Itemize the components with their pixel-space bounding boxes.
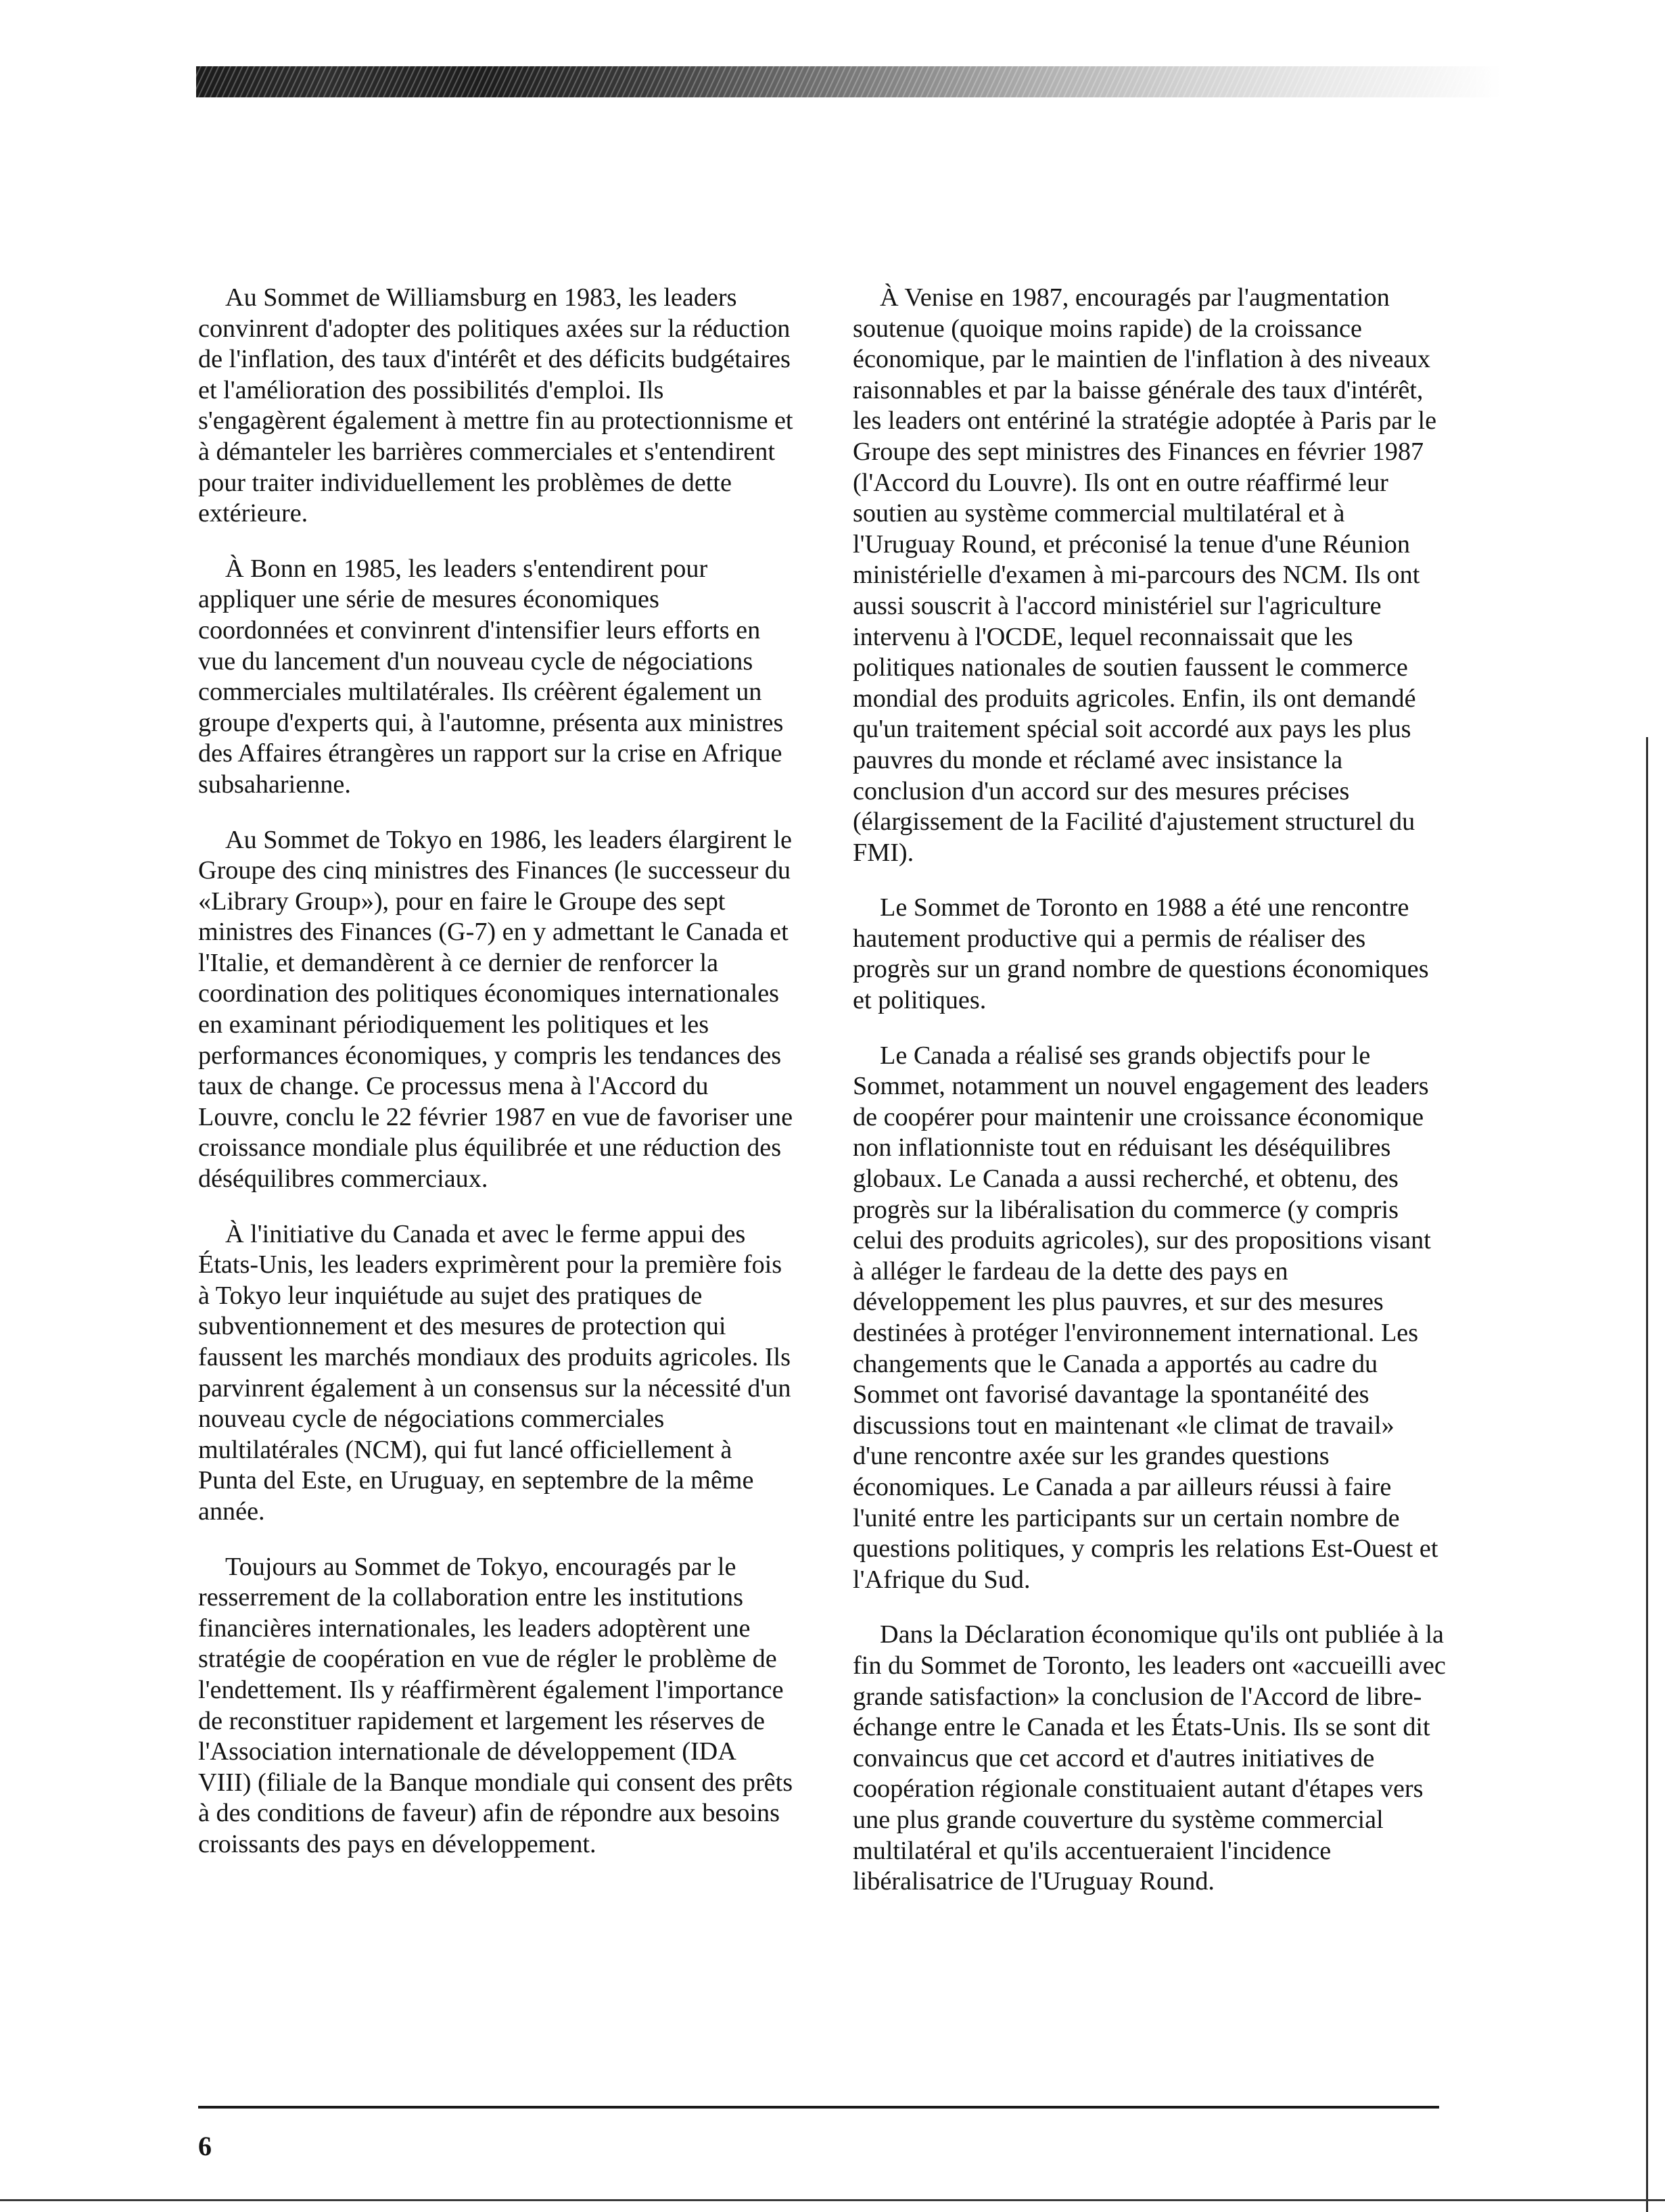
paragraph-tokyo-agriculture: À l'initiative du Canada et avec le ferme appui des États-Unis, les leaders exprimèrent pour la première fois à Tokyo leur inquiétude au sujet des pratiques de subventionnement et des mesures de protection qui faussent les marchés mondiaux des produits agricoles. Ils parvinrent également à un consensus sur la nécessité d'un nouveau cycle de négociations commerciales multilatérales (NCM), qui fut lancé officiellement à Punta del Este, en Uruguay, en septembre de la même année. [198, 1219, 791, 1526]
paragraph-toronto-intro: Le Sommet de Toronto en 1988 a été une rencontre hautement productive qui a permis de réaliser des progrès sur un grand nombre de questions économiques et politiques. [853, 893, 1429, 1015]
header-band-texture [196, 66, 1501, 97]
paragraph-venice: À Venise en 1987, encouragés par l'augmentation soutenue (quoique moins rapide) de la croissance économique, par le maintien de l'inflation à des niveaux raisonnables et par la baisse générale des taux d'intérêt, les leaders ont entériné la stratégie adoptée à Paris par le Groupe des sept ministres des Finances en février 1987 (l'Accord du Louvre). Ils ont en outre réaffirmé leur soutien au système commercial multilatéral et à l'Uruguay Round, et préconisé la tenue d'une Réunion ministérielle d'examen à mi-parcours des NCM. Ils ont aussi souscrit à l'accord ministériel sur l'agriculture intervenu à l'OCDE, lequel reconnaissait que les politiques nationales de soutien faussent le commerce mondial des produits agricoles. Enfin, ils ont demandé qu'un traitement spécial soit accordé aux pays les plus pauvres du monde et réclamé avec insistance la conclusion d'un accord sur des mesures précises (élargissement de la Facilité d'ajustement structurel du FMI). [853, 283, 1437, 867]
scan-bottom-edge [0, 2199, 1665, 2201]
paragraph-williamsburg: Au Sommet de Williamsburg en 1983, les leaders convinrent d'adopter des politiques axées sur la réduction de l'inflation, des taux d'intérêt et des déficits budgétaires et l'amélioration des possibilités d'emploi. Ils s'engagèrent également à mettre fin au protectionnisme et à démanteler les barrières commerciales et s'entendirent pour traiter individuellement les problèmes de dette extérieure. [198, 283, 793, 528]
left-column [198, 283, 793, 1885]
right-column [853, 283, 1448, 1922]
footer-rule [198, 2106, 1439, 2109]
page-number: 6 [198, 2131, 212, 2161]
paragraph-economic-declaration: Dans la Déclaration économique qu'ils ont publiée à la fin du Sommet de Toronto, les leaders ont «accueilli avec grande satisfaction» la conclusion de l'Accord de libre-échange entre le Canada et les États-Unis. Ils se sont dit convaincus que cet accord et d'autres initiatives de coopération régionale constituaient autant d'étapes vers une plus grande couverture du système commercial multilatéral et qu'ils accentueraient l'incidence libéralisatrice de l'Uruguay Round. [853, 1620, 1446, 1896]
paragraph-tokyo-g7: Au Sommet de Tokyo en 1986, les leaders élargirent le Groupe des cinq ministres des Finances (le successeur du «Library Group»), pour en faire le Groupe des sept ministres des Finances (G-7) en y admettant le Canada et l'Italie, et demandèrent à ce dernier de renforcer la coordination des politiques économiques internationales en examinant périodiquement les politiques et les performances économiques, y compris les tendances des taux de change. Ce processus mena à l'Accord du Louvre, conclu le 22 février 1987 en vue de favoriser une croissance mondiale plus équilibrée et une réduction des déséquilibres commerciaux. [198, 825, 793, 1194]
paragraph-tokyo-debt: Toujours au Sommet de Tokyo, encouragés par le resserrement de la collaboration entre les institutions financières internationales, les leaders adoptèrent une stratégie de coopération en vue de régler le problème de l'endettement. Ils y réaffirmèrent également l'importance de reconstituer rapidement et largement les réserves de l'Association internationale de développement (IDA VIII) (filiale de la Banque mondiale qui consent des prêts à des conditions de faveur) afin de répondre aux besoins croissants des pays en développement. [198, 1552, 793, 1858]
scan-margin-line [1646, 737, 1648, 2212]
paragraph-canada-objectives: Le Canada a réalisé ses grands objectifs pour le Sommet, notamment un nouvel engagement des leaders de coopérer pour maintenir une croissance économique non inflationniste tout en réduisant les déséquilibres globaux. Le Canada a aussi recherché, et obtenu, des progrès sur la libéralisation du commerce (y compris celui des produits agricoles), sur des propositions visant à alléger le fardeau de la dette des pays en développement les plus pauvres, et sur des mesures destinées à protéger l'environnement international. Les changements que le Canada a apportés au cadre du Sommet ont favorisé davantage la spontanéité des discussions tout en maintenant «le climat de travail» d'une rencontre axée sur les grandes questions économiques. Le Canada a par ailleurs réussi à faire l'unité entre les participants sur un certain nombre de questions politiques, y compris les relations Est-Ouest et l'Afrique du Sud. [853, 1041, 1438, 1594]
paragraph-bonn: À Bonn en 1985, les leaders s'entendirent pour appliquer une série de mesures économiques coordonnées et convinrent d'intensifier leurs efforts en vue du lancement d'un nouveau cycle de négociations commerciales multilatérales. Ils créèrent également un groupe d'experts qui, à l'automne, présenta aux ministres des Affaires étrangères un rapport sur la crise en Afrique subsaharienne. [198, 554, 784, 799]
